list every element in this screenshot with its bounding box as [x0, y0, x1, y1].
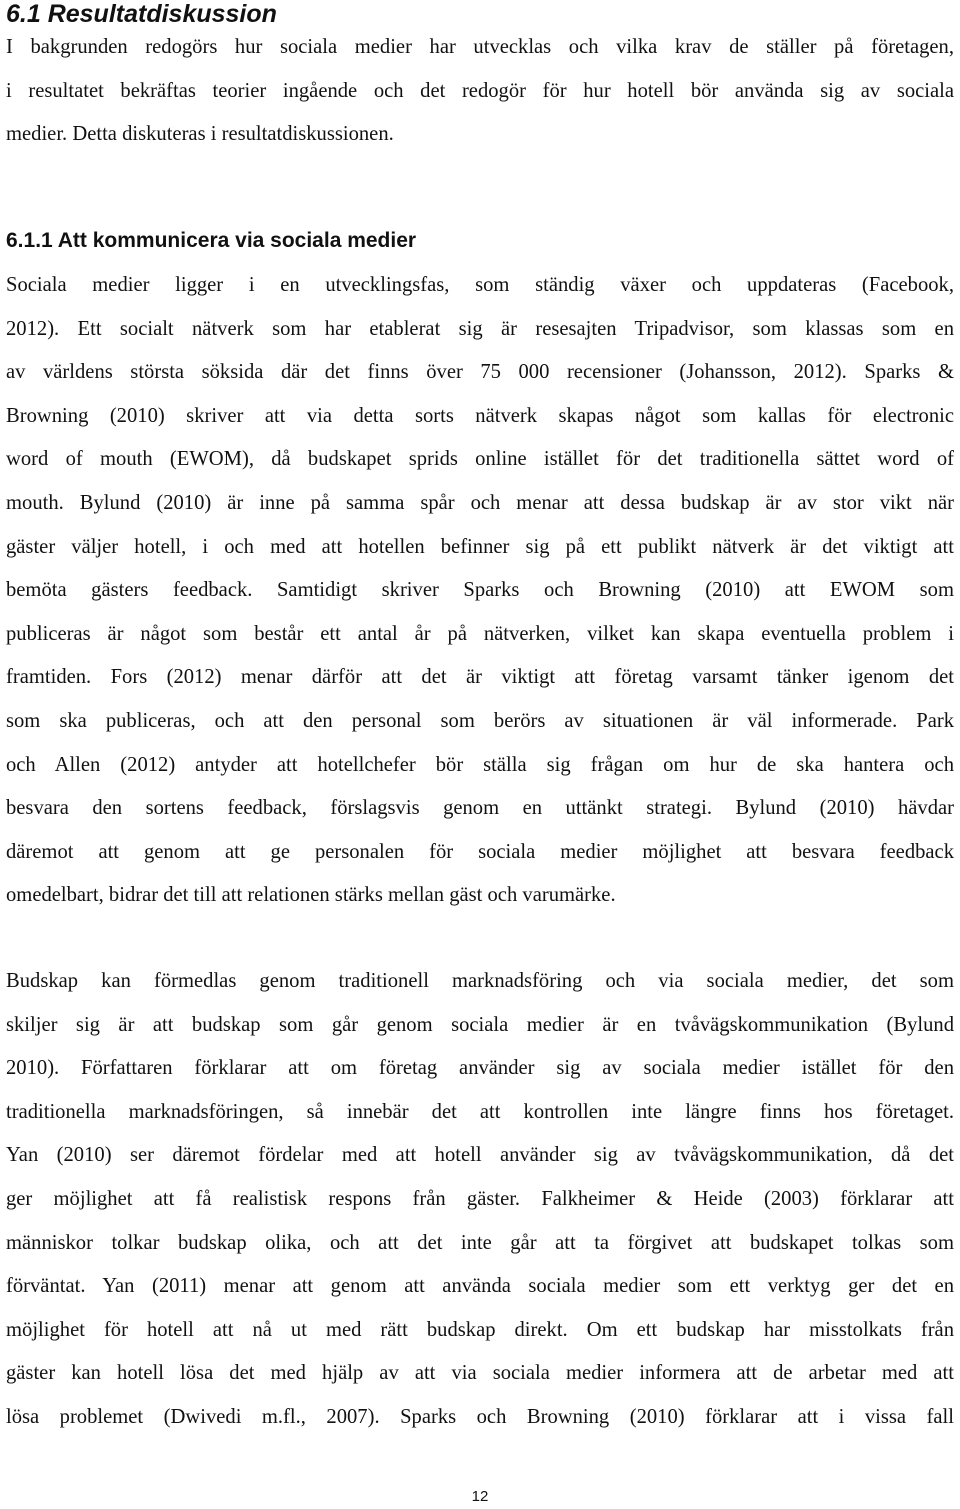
intro-paragraph — [6, 26, 954, 157]
text-line: lösa problemet (Dwivedi m.fl., 2007). Sparks och Browning (2010) förklarar att i vissa fall — [6, 1405, 954, 1428]
text-line: Browning (2010) skriver att via detta sorts nätverk skapas något som kallas för electronic — [6, 404, 954, 427]
text-line: av världens största söksida där det finns över 75 000 recensioner (Johansson, 2012). Sparks & — [6, 361, 954, 384]
text-line: I bakgrunden redogörs hur sociala medier har utvecklas och vilka krav de ställer på företagen, — [6, 36, 954, 58]
section-heading: 6.1 Resultatdiskussion — [6, 0, 277, 28]
text-line: gäster väljer hotell, i och med att hotellen befinner sig på ett publikt nätverk är det viktigt att — [6, 535, 954, 558]
text-line: traditionella marknadsföringen, så innebär det att kontrollen inte längre finns hos företaget. — [6, 1100, 954, 1123]
text-line: bemöta gästers feedback. Samtidigt skriver Sparks och Browning (2010) att EWOM som — [6, 579, 954, 602]
text-line: besvara den sortens feedback, förslagsvis genom en uttänkt strategi. Bylund (2010) hävdar — [6, 797, 954, 820]
text-line: Sociala medier ligger i en utvecklingsfas, som ständig växer och uppdateras (Facebook, — [6, 274, 954, 296]
text-line: mouth. Bylund (2010) är inne på samma spår och menar att dessa budskap är av stor vikt när — [6, 491, 954, 514]
body-paragraph-1 — [6, 264, 954, 918]
text-line: människor tolkar budskap olika, och att det inte går att ta förgivet att budskapet tolkas som — [6, 1231, 954, 1254]
text-line: medier. Detta diskuteras i resultatdiskussionen. — [6, 123, 394, 146]
text-line: Budskap kan förmedlas genom traditionell marknadsföring och via sociala medier, det som — [6, 970, 954, 992]
page-number: 12 — [471, 1488, 489, 1505]
text-line: skiljer sig är att budskap som går genom sociala medier är en tvåvägskommunikation (Bylund — [6, 1013, 954, 1036]
text-line: 2012). Ett socialt nätverk som har etablerat sig är resesajten Tripadvisor, som klassas som en — [6, 317, 954, 340]
text-line: gäster kan hotell lösa det med hjälp av att via sociala medier informera att de arbetar med att — [6, 1362, 954, 1385]
text-line: förväntat. Yan (2011) menar att genom att använda sociala medier som ett verktyg ger det en — [6, 1275, 954, 1298]
text-line: 2010). Författaren förklarar att om företag använder sig av sociala medier istället för den — [6, 1057, 954, 1080]
text-line: ger möjlighet att få realistisk respons från gäster. Falkheimer & Heide (2003) förklarar att — [6, 1187, 954, 1210]
subsection-heading: 6.1.1 Att kommunicera via sociala medier — [6, 229, 417, 252]
text-line: publiceras är något som består ett antal år på nätverken, vilket kan skapa eventuella problem i — [6, 622, 954, 645]
text-line: word of mouth (EWOM), då budskapet sprids online istället för det traditionella sättet word of — [6, 448, 954, 471]
text-line: i resultatet bekräftas teorier ingående och det redogör för hur hotell bör använda sig av sociala — [6, 79, 954, 102]
text-line: Yan (2010) ser däremot fördelar med att hotell använder sig av tvåvägskommunikation, då det — [6, 1144, 954, 1167]
text-line: omedelbart, bidrar det till att relationen stärks mellan gäst och varumärke. — [6, 884, 616, 907]
text-line: möjlighet för hotell att nå ut med rätt budskap direkt. Om ett budskap har misstolkats från — [6, 1318, 954, 1341]
text-line: och Allen (2012) antyder att hotellchefer bör ställa sig frågan om hur de ska hantera och — [6, 753, 954, 776]
text-line: som ska publiceras, och att den personal som berörs av situationen är väl informerade. Park — [6, 709, 954, 732]
text-line: framtiden. Fors (2012) menar därför att det är viktigt att företag varsamt tänker igenom det — [6, 666, 954, 689]
text-line: däremot att genom att ge personalen för sociala medier möjlighet att besvara feedback — [6, 840, 954, 863]
body-paragraph-2 — [6, 960, 954, 1440]
